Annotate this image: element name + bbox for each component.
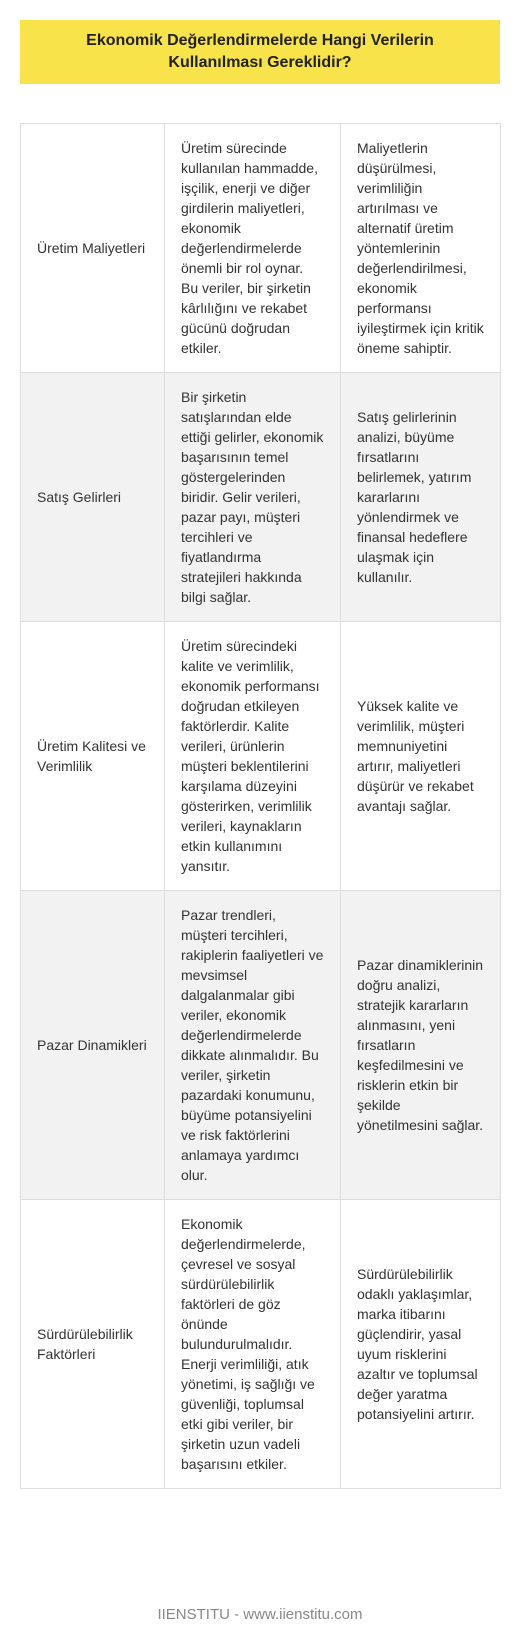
row-topic: Üretim Kalitesi ve Verimlilik bbox=[21, 622, 165, 891]
row-description: Ekonomik değerlendirmelerde, çevresel ve sosyal sürdürülebilirlik faktörleri de göz önünde bulundurulmalıdır. Enerji verimliliği, atık yönetimi, iş sağlığı ve güvenliği, toplumsal etki gibi veriler, bir şirketin uzun vadeli başarısını etkiler. bbox=[165, 1200, 341, 1489]
data-table bbox=[20, 123, 501, 1489]
row-importance: Satış gelirlerinin analizi, büyüme fırsatlarını belirlemek, yatırım kararlarını yönlendirmek ve finansal hedeflere ulaşmak için kullanılır. bbox=[341, 373, 501, 622]
footer-source: IIENSTITU - www.iienstitu.com bbox=[157, 1606, 363, 1623]
row-description: Pazar trendleri, müşteri tercihleri, rakiplerin faaliyetleri ve mevsimsel dalgalanmalar gibi veriler, ekonomik değerlendirmelerde dikkate alınmalıdır. Bu veriler, şirketin pazardaki konumunu, büyüme potansiyelini ve risk faktörlerini anlamaya yardımcı olur. bbox=[165, 891, 341, 1200]
title-banner bbox=[20, 20, 500, 84]
row-importance: Maliyetlerin düşürülmesi, verimliliğin artırılması ve alternatif üretim yöntemlerinin değerlendirilmesi, ekonomik performansı iyileştirmek için kritik öneme sahiptir. bbox=[341, 124, 501, 373]
page-title: Ekonomik Değerlendirmelerde Hangi Verilerin Kullanılması Gereklidir? bbox=[86, 32, 434, 71]
table-row bbox=[21, 124, 501, 373]
row-description: Bir şirketin satışlarından elde ettiği gelirler, ekonomik başarısının temel göstergelerinden biridir. Gelir verileri, pazar payı, müşteri tercihleri ve fiyatlandırma stratejileri hakkında bilgi sağlar. bbox=[165, 373, 341, 622]
row-importance: Pazar dinamiklerinin doğru analizi, stratejik kararların alınmasını, yeni fırsatların keşfedilmesini ve risklerin etkin bir şekilde yönetilmesini sağlar. bbox=[341, 891, 501, 1200]
table-row bbox=[21, 1200, 501, 1489]
row-description: Üretim sürecinde kullanılan hammadde, işçilik, enerji ve diğer girdilerin maliyetleri, ekonomik değerlendirmelerde önemli bir rol oynar. Bu veriler, bir şirketin kârlılığını ve rekabet gücünü doğrudan etkiler. bbox=[165, 124, 341, 373]
table-row bbox=[21, 891, 501, 1200]
row-topic: Satış Gelirleri bbox=[21, 373, 165, 622]
row-topic: Üretim Maliyetleri bbox=[21, 124, 165, 373]
row-topic: Sürdürülebilirlik Faktörleri bbox=[21, 1200, 165, 1489]
row-description: Üretim sürecindeki kalite ve verimlilik, ekonomik performansı doğrudan etkileyen faktörlerdir. Kalite verileri, ürünlerin müşteri beklentilerini karşılama düzeyini gösterirken, verimlilik verileri, kaynakların etkin kullanımını yansıtır. bbox=[165, 622, 341, 891]
row-importance: Sürdürülebilirlik odaklı yaklaşımlar, marka itibarını güçlendirir, yasal uyum risklerini azaltır ve toplumsal değer yaratma potansiyelini artırır. bbox=[341, 1200, 501, 1489]
row-topic: Pazar Dinamikleri bbox=[21, 891, 165, 1200]
row-importance: Yüksek kalite ve verimlilik, müşteri memnuniyetini artırır, maliyetleri düşürür ve rekabet avantajı sağlar. bbox=[341, 622, 501, 891]
table-row bbox=[21, 622, 501, 891]
table-row bbox=[21, 373, 501, 622]
